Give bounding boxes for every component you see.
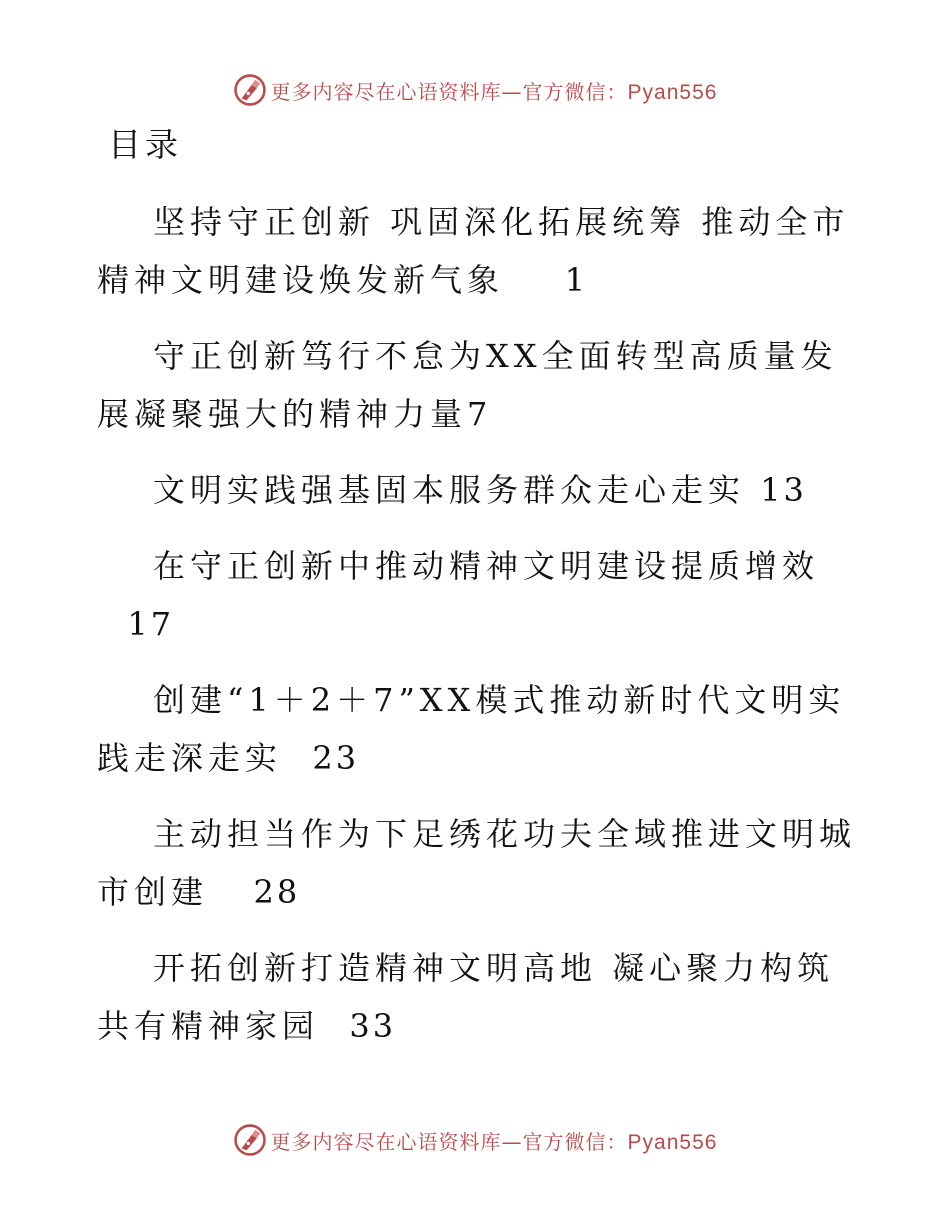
toc-entry[interactable]: [97, 805, 857, 921]
toc-entry[interactable]: [97, 537, 857, 653]
toc-list: [97, 193, 857, 1073]
toc-entry-page: 7: [467, 395, 491, 433]
watermark-text: 更多内容尽在心语资料库—官方微信：Pyan556: [270, 79, 718, 104]
watermark-text: 更多内容尽在心语资料库—官方微信：Pyan556: [270, 1129, 718, 1154]
footer-watermark: [0, 1120, 950, 1160]
pen-nib-logo-icon: [233, 1123, 267, 1157]
toc-entry-title: 文明实践强基固本服务群众走心走实: [153, 471, 746, 509]
pen-nib-logo-icon: [233, 73, 267, 107]
toc-entry-page: 17: [127, 605, 175, 643]
toc-entry-title: 在守正创新中推动精神文明建设提质增效: [153, 547, 820, 585]
toc-entry[interactable]: [97, 327, 857, 443]
toc-entry-page: 13: [760, 471, 807, 509]
toc-entry-title: 创建“1＋2＋7”XX模式推动新时代文明实践走深走实: [97, 681, 846, 777]
toc-entry-page: 33: [349, 1007, 397, 1045]
toc-entry-page: 28: [253, 873, 301, 911]
toc-entry-title: 守正创新笃行不怠为XX全面转型高质量发展凝聚强大的精神力量: [97, 337, 838, 433]
toc-entry-title: 开拓创新打造精神文明高地 凝心聚力构筑共有精神家园: [97, 949, 835, 1045]
toc-entry-title: 坚持守正创新 巩固深化拓展统筹 推动全市精神文明建设焕发新气象: [97, 203, 850, 299]
toc-entry-title: 主动担当作为下足绣花功夫全域推进文明城市创建: [97, 815, 857, 911]
toc-entry[interactable]: [97, 193, 857, 309]
toc-entry[interactable]: [97, 939, 857, 1055]
toc-entry-page: 1: [564, 261, 589, 299]
toc-entry-page: 23: [312, 739, 360, 777]
header-watermark: [0, 70, 950, 110]
toc-entry[interactable]: [97, 671, 857, 787]
toc-title: 目录: [108, 125, 182, 164]
toc-entry[interactable]: [97, 461, 857, 519]
